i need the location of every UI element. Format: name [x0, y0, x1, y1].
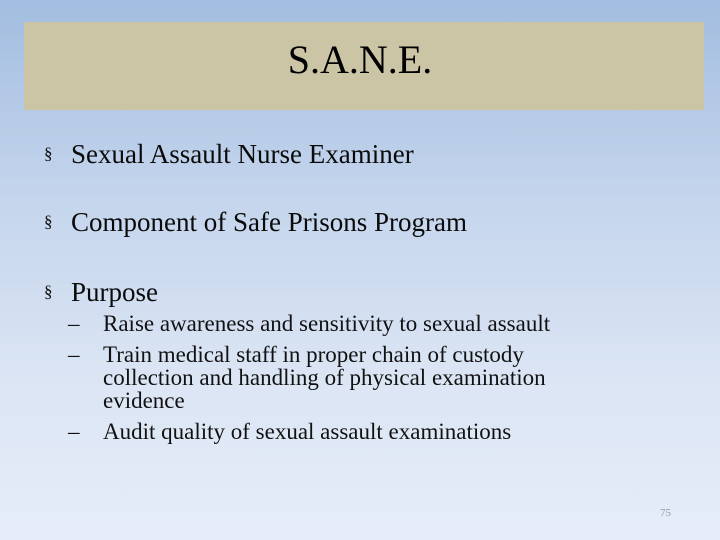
- sub-bullet-text: Audit quality of sexual assault examinations: [103, 419, 512, 444]
- bullet-sane-definition: [44, 141, 414, 168]
- sub-bullet-audit-quality: [68, 420, 511, 443]
- sub-bullet-train-staff: [68, 343, 546, 412]
- sub-bullet-text-continued: collection and handling of physical examination: [103, 365, 546, 390]
- bullet-section-mark-icon: §: [44, 144, 53, 163]
- bullet-section-mark-icon: §: [44, 212, 53, 231]
- dash-icon: –: [68, 419, 80, 444]
- sub-bullet-raise-awareness: [68, 312, 550, 335]
- bullet-section-mark-icon: §: [44, 282, 53, 301]
- bullet-text: Component of Safe Prisons Program: [71, 207, 467, 237]
- bullet-text: Sexual Assault Nurse Examiner: [71, 139, 414, 169]
- slide-title: S.A.N.E.: [287, 37, 433, 82]
- sub-bullet-text: Train medical staff in proper chain of custody: [103, 342, 524, 367]
- bullet-safe-prisons: [44, 209, 467, 236]
- sub-bullet-text: Raise awareness and sensitivity to sexual assault: [103, 311, 551, 336]
- dash-icon: –: [68, 342, 80, 367]
- sub-bullet-text-continued: evidence: [103, 388, 185, 413]
- page-number: 75: [660, 507, 671, 519]
- dash-icon: –: [68, 311, 80, 336]
- bullet-text: Purpose: [71, 277, 158, 307]
- bullet-purpose: [44, 279, 158, 306]
